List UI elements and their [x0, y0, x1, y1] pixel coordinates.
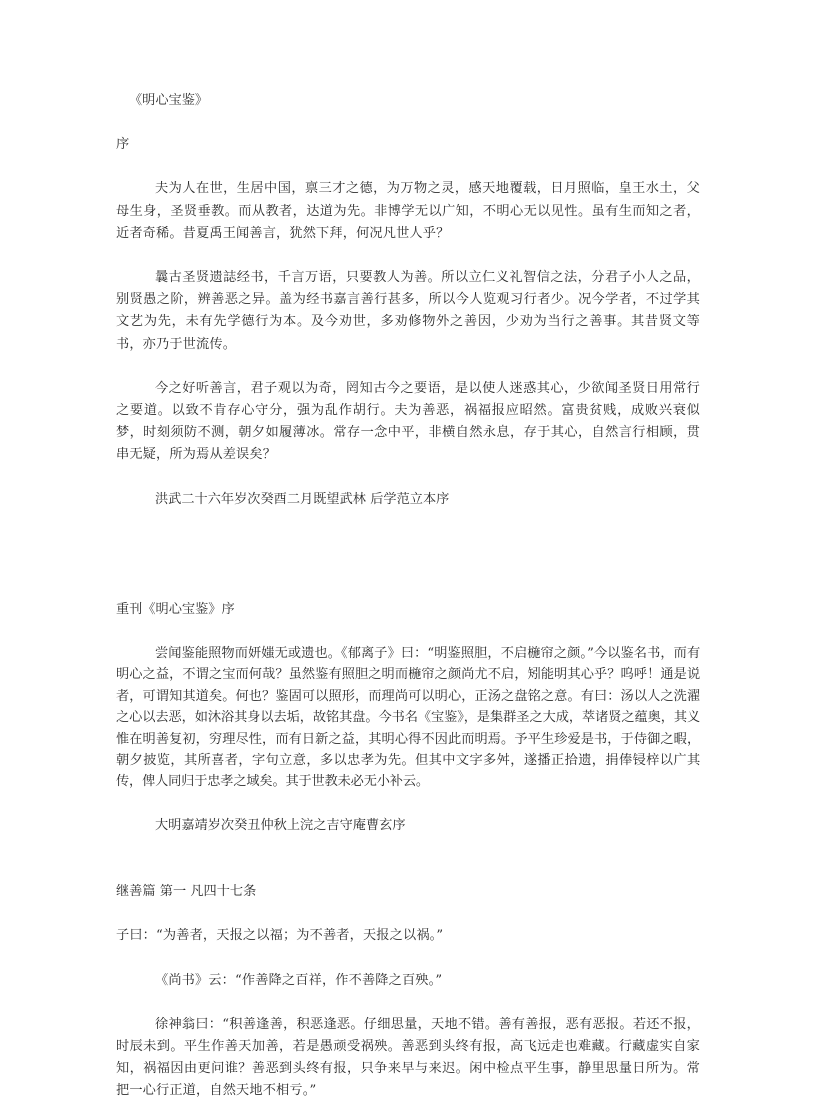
reprint-preface-heading: 重刊《明心宝鉴》序: [116, 601, 235, 617]
spacer: [116, 356, 700, 378]
preface-paragraph-1: 夫为人在世，生居中国，禀三才之德，为万物之灵，感天地覆载，日月照临，皇王水土，父母生身，圣贤垂教。而从教者，达道为先。非博学无以广知，不明心无以见性。虽有生而知之者，近者奇稀。昔夏禹王闻善言，犹然下拜，何况凡世人乎？: [116, 181, 700, 241]
spacer: [116, 467, 700, 489]
preface-paragraph-2: 曩古圣贤遗誌经书，千言万语，只要教人为善。所以立仁义礼智信之法，分君子小人之品，别贤愚之阶，辨善恶之异。盖为经书嘉言善行甚多，所以今人览观习行者少。况今学者，不过学其文艺为先，未有先学德行为本。及今劝世，多劝修物外之善因，少劝为当行之善事。其昔贤文等书，亦乃于世流传。: [116, 270, 700, 352]
spacer: [116, 903, 700, 925]
spacer: [116, 837, 700, 881]
spacer: [116, 793, 700, 815]
spacer: [116, 992, 700, 1014]
reprint-preface-paragraph: 尝闻鉴能照物而妍媸无或遗也。《郁离子》曰：“明鉴照胆，不启椸帘之颜。”今以鉴名书，而有明心之益，不谓之宝而何哉？虽然鉴有照胆之明而椸帘之颜尚尤不启，矧能明其心乎？呜呼！通是说者，可谓知其道矣。何也？鉴固可以照形，而理尚可以明心，正汤之盘铭之意。有曰：汤以人之洗濯之心以去恶，如沐浴其身以去垢，故铭其盘。今书名《宝鉴》，是集群圣之大成，萃诸贤之蕴奥，其义惟在明善复初，穷理尽性，而有日新之益，其明心得不因此而明焉。予平生珍爱是书，于侍御之暇，朝夕披览，其所喜者，字句立意，多以忠孝为先。但其中文字多舛，遂播正拾遗，捐俸锓梓以广其传，俾人同归于忠孝之域矣。其于世教未必无小补云。: [116, 646, 700, 790]
chapter-entry-2: 《尚书》云：“作善降之百祥，作不善降之百殃。”: [155, 972, 443, 988]
spacer: [116, 511, 700, 599]
book-title: 《明心宝鉴》: [129, 93, 209, 108]
spacer: [116, 156, 700, 178]
spacer: [116, 245, 700, 267]
document-body: [116, 90, 700, 1103]
spacer: [116, 948, 700, 970]
reprint-preface-signature: 大明嘉靖岁次癸丑仲秋上浣之吉守庵曹玄序: [155, 817, 406, 833]
preface-signature: 洪武二十六年岁次癸酉二月既望武林 后学范立本序: [155, 491, 450, 507]
spacer: [116, 112, 700, 134]
spacer: [116, 621, 700, 643]
chapter-entry-1: 子曰：“为善者，天报之以福；为不善者，天报之以祸。”: [116, 928, 444, 944]
chapter-heading: 继善篇 第一 凡四十七条: [116, 884, 257, 900]
chapter-entry-3: 徐神翁曰：“积善逢善，积恶逢恶。仔细思量，天地不错。善有善报，恶有恶报。若还不报，时辰未到。平生作善天加善，若是愚顽受祸殃。善恶到头终有报，高飞远走也难藏。行藏虚实自家知，祸福因由更问谁？善恶到头终有报，只争来早与来迟。闲中检点平生事，静里思量日所为。常把一心行正道，自然天地不相亏。”: [116, 1016, 700, 1099]
preface-label: 序: [116, 137, 130, 153]
preface-paragraph-3: 今之好听善言，君子观以为奇，罔知古今之要语，是以使人迷惑其心，少欲闻圣贤日用常行之要道。以致不肯存心守分，强为乱作胡行。夫为善恶，祸福报应昭然。富贵贫贱，成败兴衰似梦，时刻须防不测，朝夕如履薄冰。常存一念中平，非横自然永息，存于其心，自然言行相顾，贯串无疑，所为焉从差误矣？: [116, 380, 700, 463]
